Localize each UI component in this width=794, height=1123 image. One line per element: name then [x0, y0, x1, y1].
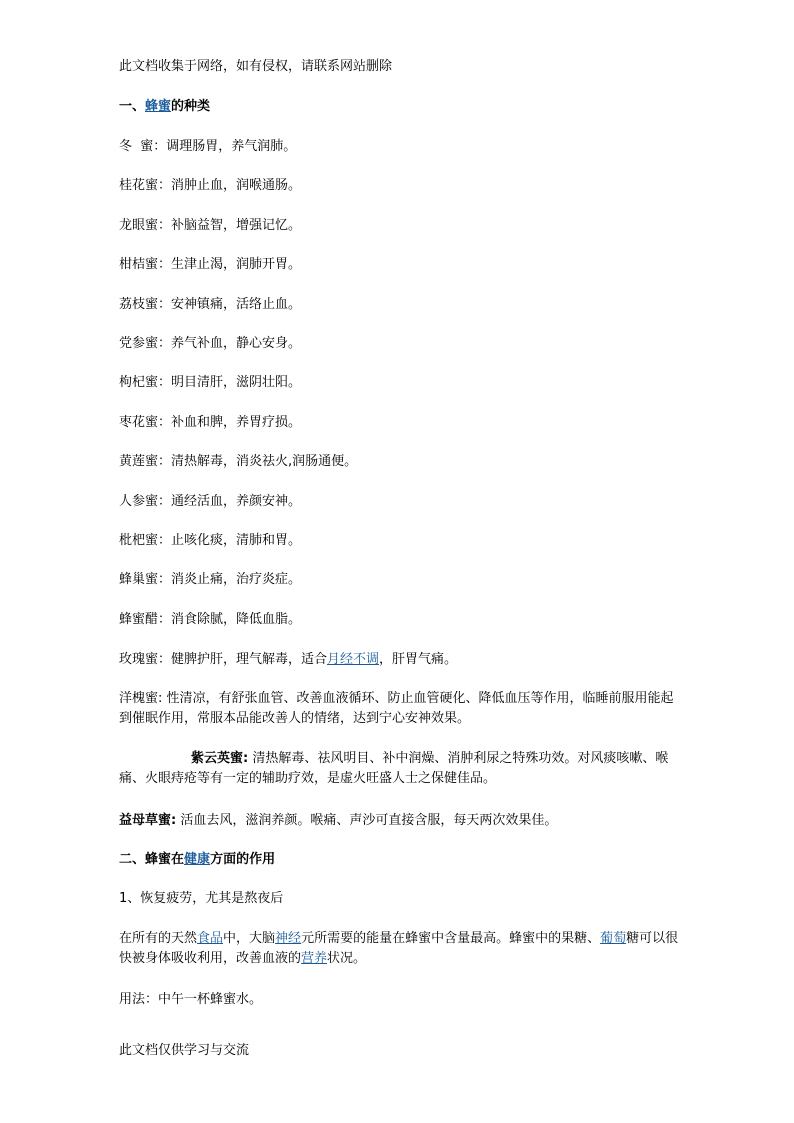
section-2-prefix: 二、 — [119, 852, 146, 867]
honey-type-desc: 消炎止痛，治疗炎症。 — [171, 572, 302, 588]
yimu-honey-name: 益母草蜜: — [119, 813, 177, 828]
yimu-honey-line — [119, 811, 679, 831]
honey-type-line — [119, 255, 679, 275]
item-1-text-1: 在所有的天然 — [119, 931, 198, 946]
honey-type-desc: 清热解毒，消炎祛火,润肠通便。 — [171, 454, 358, 470]
item-1-text-2: 中，大脑 — [223, 931, 276, 946]
honey-type-desc: 安神镇痛，活络止血。 — [171, 296, 302, 312]
honey-type-name: 枣花蜜： — [119, 414, 172, 430]
honey-link[interactable]: 蜂蜜 — [145, 99, 172, 114]
menstrual-link[interactable]: 月经不调 — [327, 652, 380, 667]
section-2-heading — [119, 850, 679, 870]
locust-honey-paragraph — [119, 689, 679, 729]
honey-type-name: 党参蜜： — [119, 336, 172, 351]
honey-type-name: 黄莲蜜： — [119, 454, 172, 470]
honey-type-desc: 补脑益智，增强记忆。 — [171, 217, 302, 233]
honey-type-name: 荔枝蜜： — [119, 296, 172, 312]
rose-honey-name: 玫瑰蜜： — [119, 652, 172, 667]
honey-type-line — [119, 610, 679, 630]
honey-type-line — [119, 216, 679, 236]
locust-honey-text: 性清凉，有舒张血管、改善血液循环、防止血管硬化、降低血压等作用，临睡前服用能起到催眠作用，常服本品能改善人的情绪，达到宁心安神效果。 — [119, 691, 674, 726]
item-1-title: 1、恢复疲劳，尤其是熬夜后 — [119, 891, 284, 906]
rose-honey-line — [119, 650, 679, 670]
nutrition-link[interactable]: 营养 — [301, 951, 328, 966]
item-1-text-5: 状况。 — [327, 951, 367, 966]
honey-type-name: 枇杷蜜： — [119, 533, 172, 548]
honey-type-line — [119, 413, 679, 433]
honey-type-name: 枸杞蜜： — [119, 375, 172, 391]
rose-honey-desc: 健脾护肝，理气解毒，适合 — [171, 652, 328, 667]
honey-type-line — [119, 570, 679, 590]
honey-type-line — [119, 492, 679, 512]
honey-type-desc: 养气补血，静心安身。 — [171, 336, 302, 351]
honey-type-name: 蜂蜜醋： — [119, 611, 172, 627]
item-1-text-4: 糖可以很快被身体吸收利用，改善血液的 — [119, 931, 679, 966]
honey-type-name: 桂花蜜： — [119, 178, 172, 194]
honey-type-line — [119, 295, 679, 315]
health-link[interactable]: 健康 — [184, 852, 211, 867]
honey-type-desc: 生津止渴，润肺开胃。 — [171, 257, 302, 273]
section-1-suffix: 的种类 — [171, 99, 211, 114]
header-note: 此文档收集于网络，如有侵权，请联系网站删除 — [119, 59, 393, 74]
section-2-honey: 蜂蜜 — [145, 852, 172, 867]
food-link[interactable]: 食品 — [197, 931, 224, 946]
nerve-link[interactable]: 神经 — [275, 931, 302, 946]
item-1-paragraph — [119, 929, 679, 969]
rose-honey-desc-end: ，肝胃气痛。 — [379, 652, 458, 667]
honey-type-line — [119, 176, 679, 196]
honey-type-desc: 止咳化痰，清肺和胃。 — [171, 533, 302, 548]
honey-type-name: 柑桔蜜： — [119, 257, 172, 273]
honey-type-desc: 调理肠胃，养气润肺。 — [166, 139, 297, 154]
honey-type-name: 人参蜜： — [119, 493, 172, 509]
honey-type-desc: 通经活血，养颜安神。 — [171, 493, 302, 509]
honey-type-desc: 补血和脾，养胃疗损。 — [171, 414, 302, 430]
ziyun-honey-text: 清热解毒、祛风明目、补中润燥、消肿利尿之特殊功效。对风痰咳嗽、喉痛、火眼痔疮等有一定的辅助疗效，是虚火旺盛人士之保健佳品。 — [119, 751, 669, 786]
usage-line: 用法：中午一杯蜂蜜水。 — [119, 992, 263, 1007]
grape-link[interactable]: 葡萄 — [600, 931, 627, 946]
honey-type-desc: 明目清肝，滋阴壮阳。 — [171, 375, 302, 391]
item-1-text-3: 元所需要的能量在蜂蜜中含量最高。蜂蜜中的果糖、 — [301, 931, 601, 946]
ziyun-honey-paragraph — [119, 749, 679, 789]
honey-type-line — [119, 373, 679, 393]
section-2-suffix: 方面的作用 — [210, 852, 276, 867]
section-1-prefix: 一、 — [119, 99, 146, 114]
section-1-heading — [119, 97, 679, 117]
honey-type-line — [119, 452, 679, 472]
honey-type-name: 龙眼蜜： — [119, 217, 172, 233]
footer-note: 此文档仅供学习与交流 — [119, 1043, 250, 1058]
honey-type-line — [119, 137, 679, 157]
honey-type-desc: 消食除腻，降低血脂。 — [171, 611, 302, 627]
yimu-honey-text: 活血去风，滋润养颜。喉痛、声沙可直接含服，每天两次效果佳。 — [176, 813, 558, 828]
honey-type-name: 冬 蜜： — [119, 139, 167, 154]
honey-type-line — [119, 334, 679, 354]
honey-type-line — [119, 531, 679, 551]
section-2-mid: 在 — [171, 852, 185, 867]
ziyun-honey-name: 紫云英蜜: — [191, 751, 249, 766]
honey-type-desc: 消肿止血，润喉通肠。 — [171, 178, 302, 194]
locust-honey-name: 洋槐蜜: — [119, 691, 163, 706]
honey-type-name: 蜂巢蜜： — [119, 572, 172, 588]
